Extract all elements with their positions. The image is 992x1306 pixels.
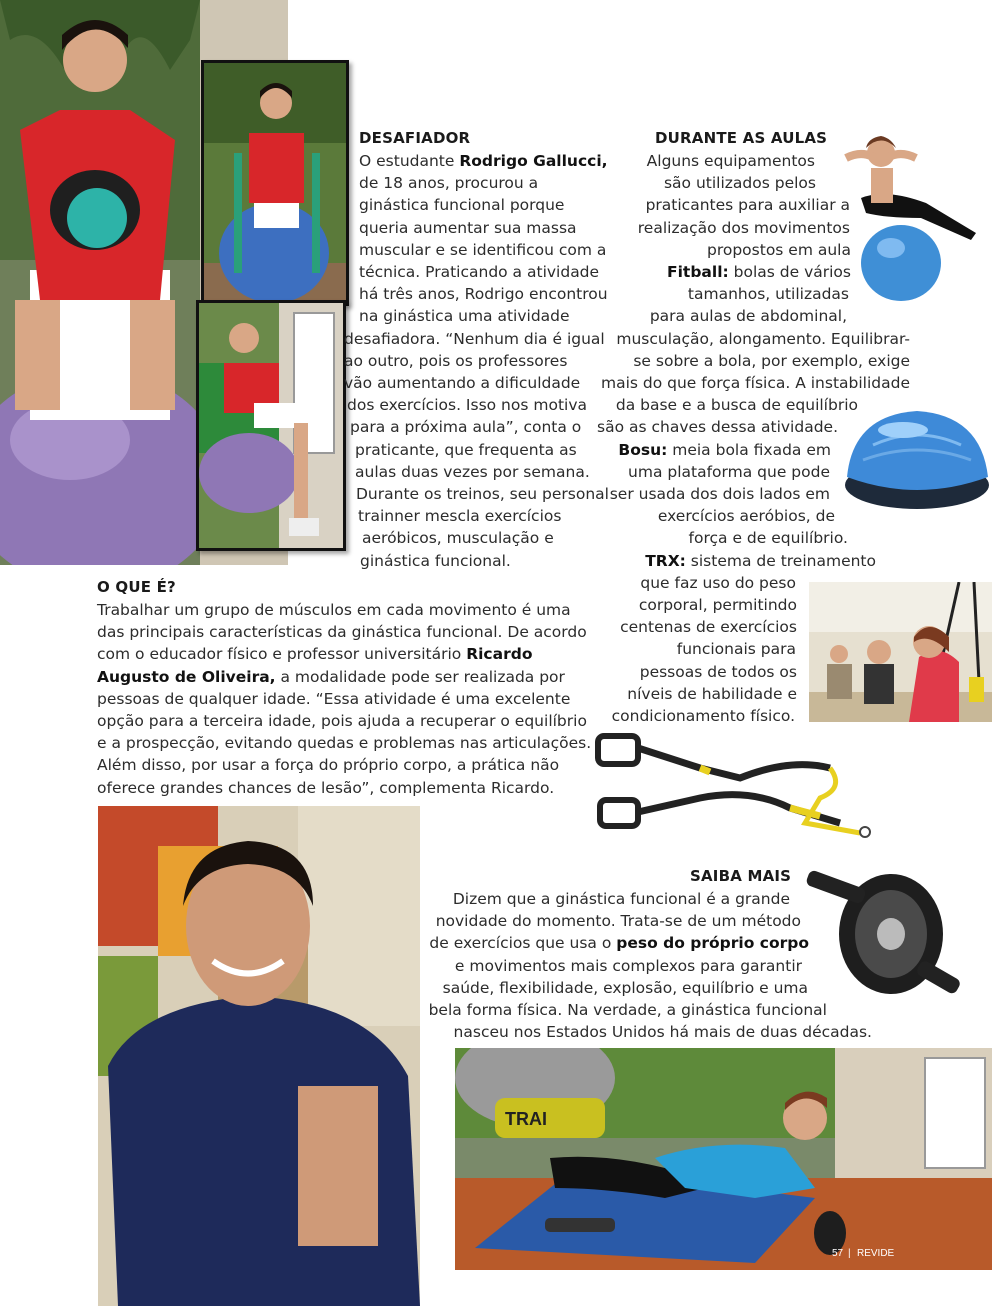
text-line <box>689 527 848 549</box>
text-run: ao outro, pois os professores <box>344 351 568 370</box>
text-run: para aulas de abdominal, <box>649 307 847 326</box>
text-run: níveis de habilidade e <box>627 684 797 703</box>
text-line <box>455 955 802 977</box>
text-line <box>97 599 571 621</box>
text-run: vão aumentando a dificuldade <box>344 374 581 392</box>
text-run: musculação, alongamento. Equilibrar- <box>616 329 910 348</box>
text-run: exercícios aeróbios, de <box>657 507 835 526</box>
text-run: muscular e se identificou com a <box>359 240 607 259</box>
text-line <box>362 527 554 549</box>
text-line <box>359 261 599 283</box>
text-line <box>97 688 570 710</box>
magazine-name: REVIDE <box>857 1248 895 1259</box>
text-run: opção para a terceira idade, pois ajuda a recuperar o equilíbrio <box>97 712 587 730</box>
text-run: praticante, que frequenta as <box>355 440 577 459</box>
text-line <box>344 372 580 394</box>
text-run: trainner mescla exercícios <box>358 507 562 526</box>
heading-desafiador: DESAFIADOR <box>359 129 471 147</box>
text-run: queria aumentar sua massa <box>359 218 577 237</box>
text-run: mais do que força física. A instabilidade <box>600 374 910 392</box>
text-line <box>360 550 511 572</box>
text-line <box>658 505 835 527</box>
text-run: a modalidade pode ser realizada por <box>275 667 565 686</box>
text-line <box>356 483 609 505</box>
text-line <box>650 305 847 327</box>
text-run: técnica. Praticando a atividade <box>359 263 600 281</box>
text-run: de 18 anos, procurou a <box>359 174 539 193</box>
text-run: aeróbicos, musculação e <box>362 529 554 548</box>
text-run: bolas de vários <box>728 263 851 281</box>
bold-run: Augusto de Oliveira, <box>97 667 276 686</box>
text-line <box>616 328 910 350</box>
text-run: saúde, flexibilidade, explosão, equilíbrio e uma <box>442 978 808 997</box>
text-line <box>601 372 910 394</box>
text-run: aulas duas vezes por semana. <box>355 462 590 481</box>
text-line <box>677 638 796 660</box>
text-line <box>97 643 532 665</box>
text-line <box>453 888 790 910</box>
page-number: 57 <box>832 1248 844 1259</box>
text-run: dos exercícios. Isso nos motiva <box>347 396 588 415</box>
text-run: tamanhos, utilizadas <box>687 285 849 304</box>
text-run: desafiadora. “Nenhum dia é igual <box>344 329 605 348</box>
bold-run: peso do próprio corpo <box>616 934 809 953</box>
text-line <box>350 416 581 438</box>
text-run: corporal, permitindo <box>638 596 797 614</box>
bold-run: TRX: <box>645 551 686 570</box>
text-line <box>640 572 796 594</box>
text-run: de exercícios que usa o <box>429 934 617 953</box>
text-run: novidade do momento. Trata-se de um método <box>435 912 801 931</box>
text-run: das principais características da ginástica funcional. De acordo <box>97 623 587 642</box>
text-run: pessoas de qualquer idade. “Essa atividade é uma excelente <box>97 689 571 708</box>
text-run: oferece grandes chances de lesão”, complementa Ricardo. <box>97 778 555 797</box>
text-line <box>620 616 797 638</box>
text-line <box>645 550 876 572</box>
photo-rodrigo-dumbbell <box>196 300 346 551</box>
text-line <box>97 754 559 776</box>
heading-o-que-e: O QUE É? <box>97 578 176 596</box>
text-run: se sobre a bola, por exemplo, exige <box>633 351 910 370</box>
training-bag-label: TRAI <box>505 1109 547 1129</box>
text-line <box>359 194 564 216</box>
text-line <box>610 483 830 505</box>
text-line <box>97 777 554 799</box>
text-run: centenas de exercícios <box>620 618 797 637</box>
text-run: Durante os treinos, seu personal <box>356 485 609 503</box>
photo-rodrigo-blue-ball <box>201 60 349 306</box>
text-run: Além disso, por usar a força do próprio corpo, a prática não <box>97 756 560 775</box>
text-line <box>359 217 577 239</box>
text-run: são as chaves dessa atividade. <box>597 418 838 437</box>
text-line <box>647 150 815 172</box>
heading-saiba-mais: SAIBA MAIS <box>690 867 792 885</box>
text-run: que faz uso do peso <box>640 573 796 592</box>
text-run: há três anos, Rodrigo encontrou <box>359 285 608 304</box>
text-run: e a prospecção, evitando quedas e problemas nas articulações. <box>97 734 592 753</box>
photo-woman-ab-wheel <box>455 1048 992 1270</box>
text-line <box>664 172 816 194</box>
text-line <box>359 239 606 261</box>
text-line <box>347 394 587 416</box>
text-line <box>359 305 570 327</box>
text-line <box>97 666 565 688</box>
text-run: uma plataforma que pode <box>628 462 830 481</box>
heading-durante-as-aulas: DURANTE AS AULAS <box>655 129 828 147</box>
text-line <box>667 261 851 283</box>
text-run: sistema de treinamento <box>685 551 876 570</box>
text-line <box>616 394 858 416</box>
text-line <box>597 416 838 438</box>
text-line <box>97 710 587 732</box>
text-line <box>646 194 850 216</box>
bold-run: Ricardo <box>466 645 533 664</box>
text-run: força e de equilíbrio. <box>688 529 848 548</box>
text-run: para a próxima aula”, conta o <box>350 418 582 437</box>
photo-trx-straps <box>590 728 880 846</box>
text-run: pessoas de todos os <box>639 662 797 681</box>
text-run: e movimentos mais complexos para garantir <box>454 956 802 975</box>
text-run: na ginástica uma atividade <box>359 307 570 326</box>
text-line <box>359 150 608 172</box>
photo-trx-class <box>809 582 992 722</box>
text-line <box>628 461 830 483</box>
text-run: O estudante <box>359 152 460 170</box>
page-separator: | <box>848 1248 851 1259</box>
text-run: Dizem que a ginástica funcional é a grande <box>452 890 790 908</box>
text-line <box>443 977 808 999</box>
text-run: bela forma física. Na verdade, a ginástica funcional <box>428 1001 827 1019</box>
text-line <box>344 350 567 372</box>
text-run: funcionais para <box>676 640 796 659</box>
text-line <box>707 239 851 261</box>
text-run: ginástica funcional. <box>360 551 511 570</box>
bold-run: Bosu: <box>618 440 668 459</box>
text-line <box>640 661 797 683</box>
text-line <box>359 283 608 305</box>
text-line <box>639 594 797 616</box>
text-line <box>359 172 538 194</box>
bold-run: Fitball: <box>667 263 729 281</box>
text-line <box>618 439 831 461</box>
text-run: condicionamento físico. <box>611 707 795 725</box>
bold-run: Rodrigo Gallucci, <box>459 152 608 170</box>
text-run: ser usada dos dois lados em <box>609 485 830 503</box>
text-line <box>638 217 850 239</box>
photo-bosu <box>843 405 992 515</box>
text-run: Alguns equipamentos <box>646 152 815 170</box>
text-run: realização dos movimentos <box>637 218 850 237</box>
text-line <box>454 1021 872 1043</box>
text-run: são utilizados pelos <box>663 174 816 193</box>
text-run: propostos em aula <box>706 240 851 259</box>
text-line <box>355 439 577 461</box>
text-run: ginástica funcional porque <box>359 196 565 215</box>
text-run: Trabalhar um grupo de músculos em cada movimento é uma <box>97 601 571 619</box>
text-line <box>344 328 605 350</box>
text-line <box>436 910 801 932</box>
text-line <box>627 683 797 705</box>
text-line <box>633 350 910 372</box>
photo-ab-wheel <box>806 864 966 1004</box>
text-run: com o educador físico e professor universitário <box>97 645 467 664</box>
text-run: nasceu nos Estados Unidos há mais de duas décadas. <box>453 1023 872 1042</box>
text-line <box>355 461 590 483</box>
text-line <box>688 283 849 305</box>
text-line <box>97 621 587 643</box>
text-run: da base e a busca de equilíbrio <box>615 396 858 415</box>
text-line <box>358 505 561 527</box>
photo-ricardo <box>98 806 420 1306</box>
text-run: meia bola fixada em <box>667 440 831 459</box>
text-line <box>429 999 827 1021</box>
text-line <box>612 705 795 727</box>
text-line <box>429 932 809 954</box>
text-line <box>97 732 591 754</box>
text-run: praticantes para auxiliar a <box>645 196 850 215</box>
